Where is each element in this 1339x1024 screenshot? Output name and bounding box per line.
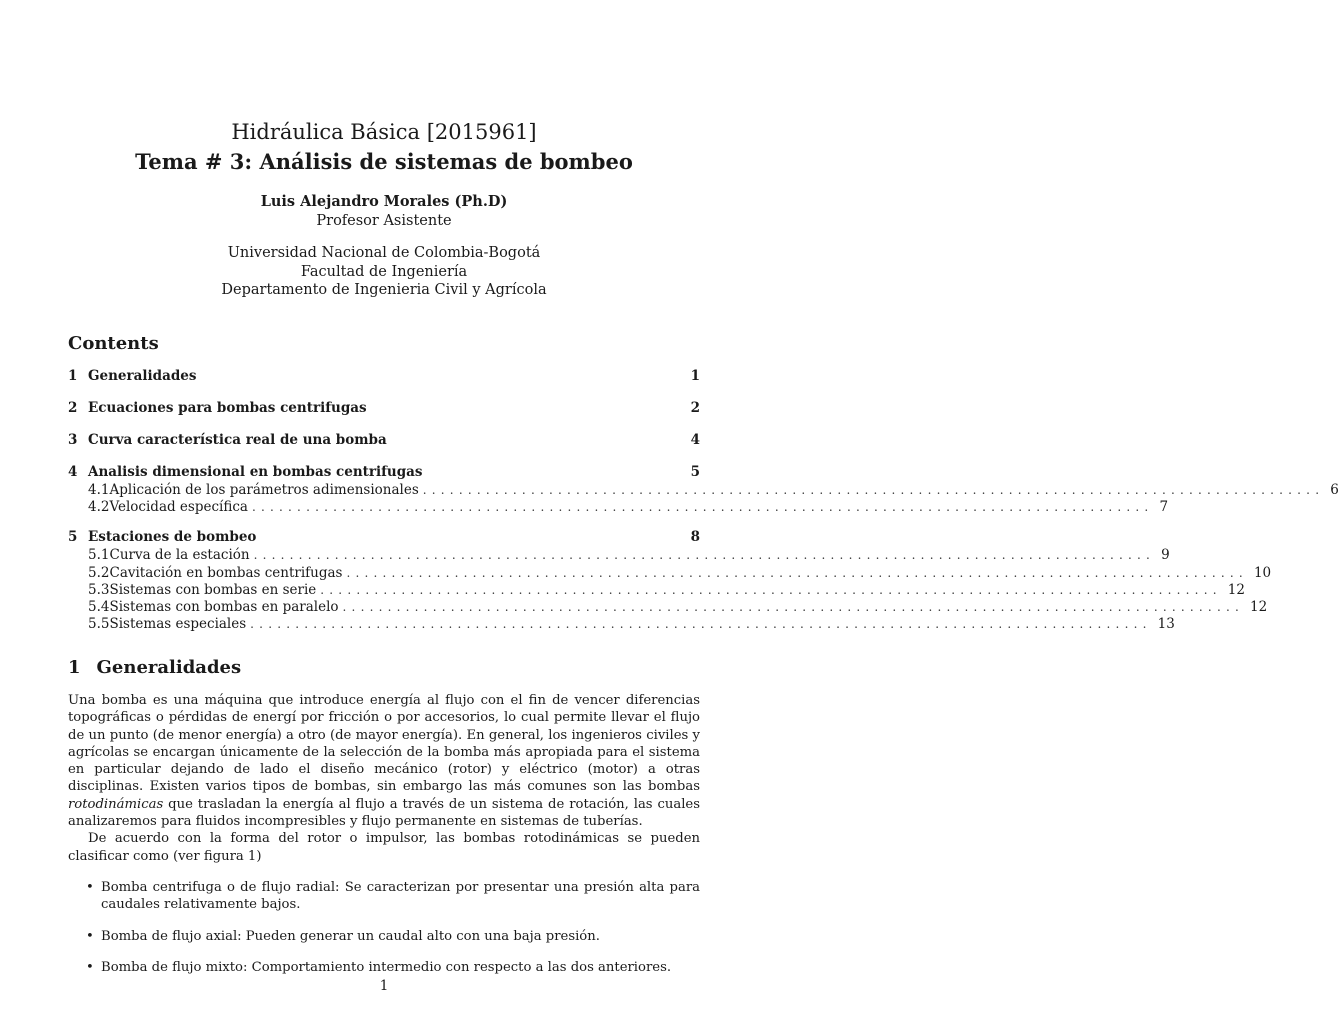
- toc-section[interactable]: [68, 398, 700, 418]
- list-item: [68, 959, 700, 976]
- toc-section[interactable]: [68, 430, 700, 450]
- toc-leader-dots: ....................................................................................................: [422, 483, 1325, 497]
- toc-section-page: 5: [690, 464, 700, 480]
- toc-leader-dots: ....................................................................................................: [346, 565, 1248, 580]
- course-title: Hidráulica Básica [2015961]: [231, 120, 537, 144]
- toc-section-number: 5: [68, 529, 78, 546]
- paragraph: [68, 692, 700, 830]
- toc-section-title: Curva característica real de una bomba: [88, 432, 387, 448]
- toc-section-number: 4: [68, 464, 78, 480]
- toc-leader-dots: ....................................................................................................: [342, 599, 1244, 614]
- toc-subsection-page: 12: [1250, 598, 1268, 615]
- toc-subsection-number: 4.2: [88, 499, 110, 516]
- bullet-icon: •: [86, 879, 94, 895]
- toc-subsection-title: Sistemas con bombas en paralelo: [109, 598, 339, 615]
- toc-subsection-page: 13: [1157, 616, 1175, 633]
- toc-subsection-number: 5.4: [88, 598, 110, 615]
- toc-section-title: Estaciones de bombeo: [88, 529, 257, 546]
- toc-subsection[interactable]: [68, 616, 1175, 633]
- toc-subsection-title: Cavitación en bombas centrifugas: [109, 564, 343, 581]
- toc-leader-dots: ....................................................................................................: [251, 500, 1154, 515]
- toc-section-page: 4: [690, 432, 700, 448]
- toc-subsection-page: 6: [1330, 482, 1339, 498]
- list-item: [68, 928, 700, 945]
- affiliation: [0, 244, 768, 300]
- toc-subsection-page: 7: [1159, 499, 1169, 516]
- toc-section[interactable]: [68, 527, 700, 547]
- toc-section[interactable]: [68, 366, 700, 386]
- page-number: 1: [379, 978, 389, 994]
- list-item-text: Bomba de flujo mixto: Comportamiento intermedio con respecto a las dos anteriores.: [101, 959, 672, 975]
- bullet-icon: •: [86, 928, 94, 944]
- toc-subsection-number: 5.5: [88, 616, 110, 633]
- toc-section-page: 1: [690, 368, 700, 384]
- toc-subsection-title: Sistemas con bombas en serie: [109, 581, 317, 598]
- paragraph: De acuerdo con la forma del rotor o impulsor, las bombas rotodinámicas se pueden clasificar como (ver figura 1): [68, 831, 700, 864]
- toc-subsection-title: Curva de la estación: [109, 547, 250, 564]
- section-heading: [68, 657, 241, 678]
- toc-section-title: Generalidades: [88, 368, 197, 384]
- toc-subsection-number: 4.1: [88, 482, 110, 498]
- toc-subsection-page: 9: [1161, 547, 1170, 564]
- toc-leader-dots: ....................................................................................................: [250, 617, 1152, 632]
- toc-subsection[interactable]: [68, 547, 1170, 564]
- toc-leader-dots: ....................................................................................................: [253, 548, 1156, 563]
- italic-term: rotodinámicas: [68, 796, 164, 812]
- toc-subsection-number: 5.1: [88, 547, 110, 564]
- toc-subsection[interactable]: [68, 482, 1339, 499]
- list-item: [68, 879, 700, 914]
- toc-section-number: 1: [68, 368, 78, 384]
- toc-section-title: Analisis dimensional en bombas centrifugas: [88, 464, 423, 480]
- table-of-contents: [68, 366, 1339, 633]
- toc-subsection-page: 12: [1227, 581, 1245, 598]
- bullet-icon: •: [86, 959, 94, 975]
- toc-section-number: 2: [68, 400, 78, 416]
- list-item-text: Bomba de flujo axial: Pueden generar un caudal alto con una baja presión.: [101, 928, 600, 944]
- author-name: Luis Alejandro Morales (Ph.D): [260, 193, 508, 210]
- toc-subsection-title: Velocidad específica: [109, 499, 248, 516]
- toc-subsection-page: 10: [1253, 564, 1272, 581]
- toc-section-number: 3: [68, 432, 78, 448]
- paragraph-text: que trasladan la energía al flujo a través de un sistema de rotación, las cuales analizaremos para fluidos incompresibles y flujo permanente en sistemas de tuberías.: [68, 796, 700, 830]
- toc-section-title: Ecuaciones para bombas centrifugas: [88, 400, 367, 416]
- toc-section-page: 2: [690, 400, 700, 416]
- toc-subsection-number: 5.2: [88, 564, 110, 581]
- toc-subsection[interactable]: [68, 581, 1245, 599]
- bullet-list: [68, 879, 700, 976]
- paragraph-text: Una bomba es una máquina que introduce energía al flujo con el fin de vencer diferencias topográficas o pérdidas de energí por fricción o por accesorios, lo cual permite llevar el flujo de un punto (de menor energía) a otro (de mayor energía). En general, los ingenieros civiles y agrícolas se encargan únicamente de la selección de la bomba más apropiada para el sistema en particular dejando de lado el diseño mecánico (rotor) y eléctrico (motor) a otras disciplinas. Existen varios tipos de bombas, sin embargo las más comunes son las bombas: [68, 693, 700, 795]
- section-title: Generalidades: [96, 657, 242, 678]
- affiliation-faculty: Facultad de Ingeniería: [300, 263, 468, 280]
- contents-heading: Contents: [68, 333, 159, 354]
- toc-subsection-number: 5.3: [88, 581, 110, 598]
- toc-subsection[interactable]: [68, 499, 1169, 516]
- affiliation-department: Departamento de Ingenieria Civil y Agrícola: [221, 282, 547, 298]
- topic-title: Tema # 3: Análisis de sistemas de bombeo: [135, 149, 633, 174]
- toc-subsection-title: Aplicación de los parámetros adimensionales: [109, 482, 419, 498]
- toc-subsection[interactable]: [68, 564, 1272, 582]
- affiliation-university: Universidad Nacional de Colombia-Bogotá: [227, 245, 541, 261]
- section-number: 1: [68, 657, 81, 678]
- toc-subsection[interactable]: [68, 598, 1268, 616]
- list-item-text: Bomba centrifuga o de flujo radial: Se caracterizan por presentar una presión alta para caudales relativamente bajos.: [101, 879, 700, 913]
- toc-section[interactable]: [68, 462, 700, 482]
- toc-subsection-title: Sistemas especiales: [109, 616, 247, 633]
- section-body: [68, 692, 700, 990]
- toc-section-page: 8: [690, 529, 700, 546]
- author-role: Profesor Asistente: [316, 213, 452, 229]
- toc-leader-dots: ....................................................................................................: [320, 582, 1222, 597]
